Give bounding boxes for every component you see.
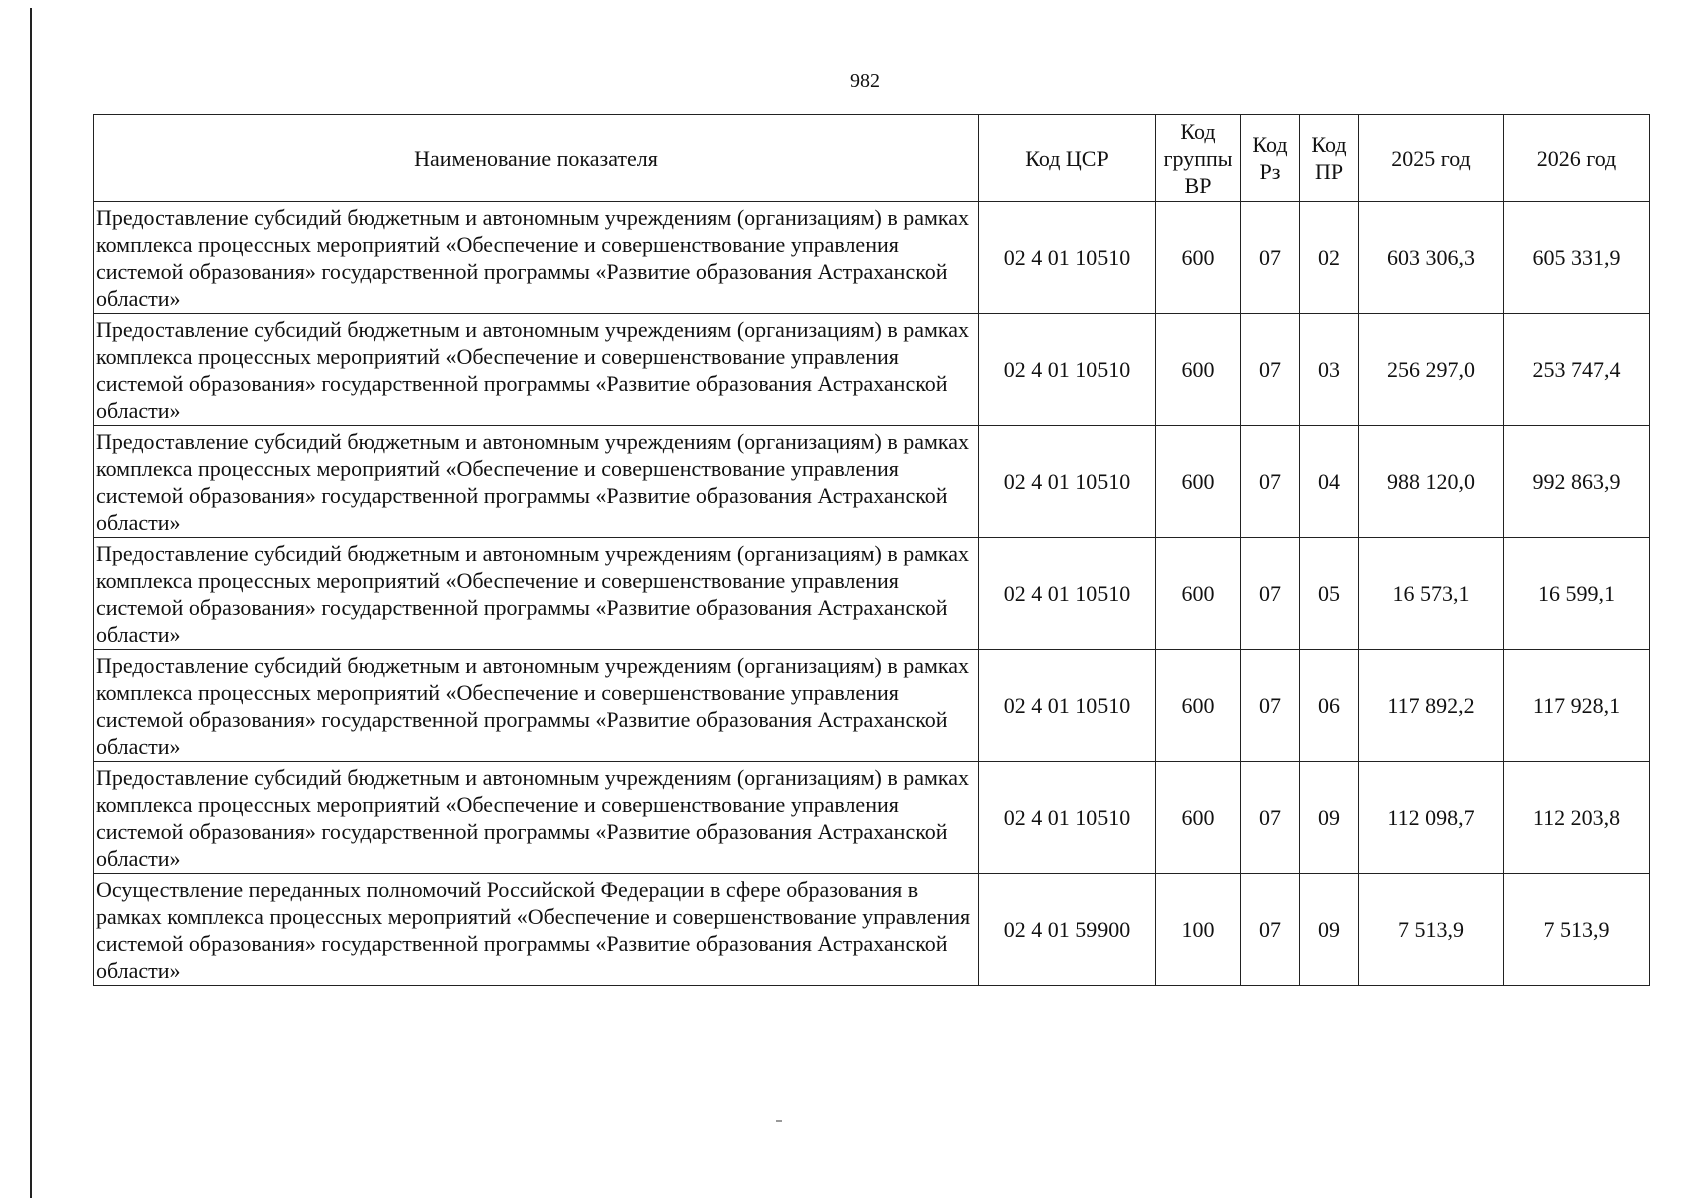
cell-amount-2026: 112 203,8 <box>1504 762 1650 874</box>
page-number: 982 <box>850 70 880 92</box>
cell-name: Предоставление субсидий бюджетным и автономным учреждениям (организациям) в рамках комплекса процессных мероприятий «Обеспечение и совершенствование управления системой образования» государственной программы «Развитие образования Астраханской области» <box>94 538 979 650</box>
cell-amount-2026: 7 513,9 <box>1504 874 1650 986</box>
cell-code-pr: 09 <box>1300 762 1359 874</box>
cell-code-csr: 02 4 01 10510 <box>979 650 1156 762</box>
cell-amount-2026: 992 863,9 <box>1504 426 1650 538</box>
cell-code-csr: 02 4 01 10510 <box>979 202 1156 314</box>
table-header-row <box>94 115 1650 202</box>
header-vr: Код группы ВР <box>1156 115 1241 202</box>
cell-code-rz: 07 <box>1241 650 1300 762</box>
cell-amount-2026: 117 928,1 <box>1504 650 1650 762</box>
header-pr: Код ПР <box>1300 115 1359 202</box>
cell-amount-2025: 117 892,2 <box>1359 650 1504 762</box>
cell-amount-2025: 7 513,9 <box>1359 874 1504 986</box>
cell-name: Предоставление субсидий бюджетным и автономным учреждениям (организациям) в рамках комплекса процессных мероприятий «Обеспечение и совершенствование управления системой образования» государственной программы «Развитие образования Астраханской области» <box>94 314 979 426</box>
table-row <box>94 426 1650 538</box>
cell-amount-2025: 988 120,0 <box>1359 426 1504 538</box>
cell-code-vr: 600 <box>1156 762 1241 874</box>
cell-code-pr: 02 <box>1300 202 1359 314</box>
cell-amount-2025: 256 297,0 <box>1359 314 1504 426</box>
header-csr: Код ЦСР <box>979 115 1156 202</box>
cell-code-vr: 600 <box>1156 538 1241 650</box>
cell-code-pr: 05 <box>1300 538 1359 650</box>
cell-code-pr: 09 <box>1300 874 1359 986</box>
cell-code-csr: 02 4 01 10510 <box>979 762 1156 874</box>
cell-name: Предоставление субсидий бюджетным и автономным учреждениям (организациям) в рамках комплекса процессных мероприятий «Обеспечение и совершенствование управления системой образования» государственной программы «Развитие образования Астраханской области» <box>94 650 979 762</box>
table-row <box>94 762 1650 874</box>
cell-code-pr: 03 <box>1300 314 1359 426</box>
cell-code-rz: 07 <box>1241 202 1300 314</box>
cell-name: Предоставление субсидий бюджетным и автономным учреждениям (организациям) в рамках комплекса процессных мероприятий «Обеспечение и совершенствование управления системой образования» государственной программы «Развитие образования Астраханской области» <box>94 426 979 538</box>
scan-speck <box>776 1120 782 1122</box>
cell-code-rz: 07 <box>1241 426 1300 538</box>
cell-code-vr: 600 <box>1156 314 1241 426</box>
cell-amount-2026: 253 747,4 <box>1504 314 1650 426</box>
cell-amount-2025: 112 098,7 <box>1359 762 1504 874</box>
cell-code-csr: 02 4 01 10510 <box>979 314 1156 426</box>
table-row <box>94 650 1650 762</box>
cell-code-csr: 02 4 01 10510 <box>979 538 1156 650</box>
table-row <box>94 314 1650 426</box>
cell-code-pr: 04 <box>1300 426 1359 538</box>
header-rz: Код Рз <box>1241 115 1300 202</box>
cell-code-csr: 02 4 01 10510 <box>979 426 1156 538</box>
budget-table <box>93 114 1650 986</box>
cell-name: Предоставление субсидий бюджетным и автономным учреждениям (организациям) в рамках комплекса процессных мероприятий «Обеспечение и совершенствование управления системой образования» государственной программы «Развитие образования Астраханской области» <box>94 202 979 314</box>
cell-name: Осуществление переданных полномочий Российской Федерации в сфере образования в рамках комплекса процессных мероприятий «Обеспечение и совершенствование управления системой образования» государственной программы «Развитие образования Астраханской области» <box>94 874 979 986</box>
binding-line <box>30 8 32 1198</box>
cell-code-csr: 02 4 01 59900 <box>979 874 1156 986</box>
cell-amount-2026: 16 599,1 <box>1504 538 1650 650</box>
cell-code-vr: 600 <box>1156 426 1241 538</box>
cell-amount-2026: 605 331,9 <box>1504 202 1650 314</box>
cell-code-vr: 600 <box>1156 202 1241 314</box>
table-row <box>94 538 1650 650</box>
cell-amount-2025: 16 573,1 <box>1359 538 1504 650</box>
cell-code-vr: 600 <box>1156 650 1241 762</box>
header-name: Наименование показателя <box>94 115 979 202</box>
cell-name: Предоставление субсидий бюджетным и автономным учреждениям (организациям) в рамках комплекса процессных мероприятий «Обеспечение и совершенствование управления системой образования» государственной программы «Развитие образования Астраханской области» <box>94 762 979 874</box>
cell-code-vr: 100 <box>1156 874 1241 986</box>
cell-amount-2025: 603 306,3 <box>1359 202 1504 314</box>
cell-code-pr: 06 <box>1300 650 1359 762</box>
cell-code-rz: 07 <box>1241 538 1300 650</box>
header-2026: 2026 год <box>1504 115 1650 202</box>
table-row <box>94 874 1650 986</box>
cell-code-rz: 07 <box>1241 762 1300 874</box>
header-2025: 2025 год <box>1359 115 1504 202</box>
cell-code-rz: 07 <box>1241 314 1300 426</box>
table-row <box>94 202 1650 314</box>
cell-code-rz: 07 <box>1241 874 1300 986</box>
